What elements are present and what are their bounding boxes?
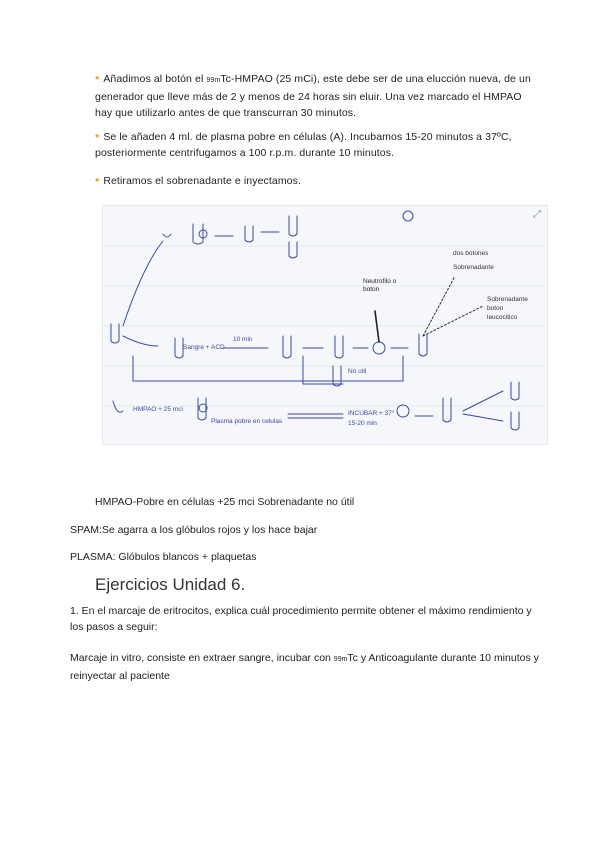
- bullet-dot: •: [95, 71, 100, 85]
- label-boton-mid: boton: [363, 286, 380, 293]
- hand-sangre: Sangre + ACD: [183, 344, 225, 351]
- label-sobrenadante-right: Sobrenadante: [487, 296, 528, 303]
- bullet-3-text: Retiramos el sobrenadante e inyectamos.: [103, 175, 301, 187]
- section-heading: Ejercicios Unidad 6.: [95, 575, 246, 594]
- hand-plasma: Plasma pobre en celulas: [211, 418, 283, 425]
- exercise-question: 1. En el marcaje de eritrocitos, explica cuál procedimiento permite obtener el máximo rendimiento y los pasos a seguir:: [70, 605, 532, 633]
- hand-incubar: INCUBAR + 37°: [348, 410, 395, 417]
- hand-minutes: 15-20 min: [348, 420, 377, 427]
- bullet-1-text-a: Añadimos al botón el: [103, 73, 207, 85]
- label-neutrofilo: Neutrofilo o: [363, 278, 397, 285]
- bullet-2-text: Se le añaden 4 ml. de plasma pobre en células (A). Incubamos 15-20 minutos a 37ºC, posteriormente centrifugamos a 100 r.p.m. durante 10 minutos.: [95, 131, 512, 159]
- hmpao-line: HMPAO-Pobre en células +25 mci Sobrenadante no útil: [95, 496, 355, 508]
- bullet-dot: •: [95, 173, 100, 187]
- bullet-dot: •: [95, 129, 100, 143]
- bullet-paragraph-2: [95, 128, 535, 161]
- expand-icon[interactable]: ⤢: [533, 209, 541, 220]
- bullet-paragraph-3: [95, 172, 535, 189]
- hand-no-util: No util: [348, 368, 367, 375]
- label-dos-botones: dos botones: [453, 250, 489, 257]
- answer-text-a: Marcaje in vitro, consiste en extraer sangre, incubar con: [70, 652, 334, 664]
- handwritten-diagram-image: [102, 205, 548, 445]
- exercise-answer: [70, 650, 540, 684]
- hand-hmpao: HMPAO + 25 mci: [133, 406, 183, 413]
- isotope-subscript: 99m: [206, 77, 221, 84]
- bullet-paragraph-1: [95, 70, 535, 121]
- hand-10min: 10 min: [233, 336, 253, 343]
- label-boton: boton: [487, 305, 504, 312]
- label-sobrenadante-top: Sobrenadante: [453, 264, 494, 271]
- isotope-subscript: 99m: [333, 656, 348, 663]
- spam-line: SPAM:Se agarra a los glóbulos rojos y los hace bajar: [70, 524, 318, 536]
- label-leucocitico: leucocitico: [487, 314, 518, 321]
- plasma-line: PLASMA: Glóbulos blancos + plaquetas: [70, 551, 257, 563]
- answer-text-b: Tc y Anticoagulante durante 10 minutos y reinyectar al paciente: [70, 652, 539, 682]
- bullet-1-text-b: Tc-HMPAO (25 mCi), este debe ser de una elucción nueva, de un generador que lleve más de 2 y menos de 24 horas sin eluir. Una vez marcado el HMPAO hay que utilizarlo antes de que transcurran 30 minutos.: [95, 73, 531, 119]
